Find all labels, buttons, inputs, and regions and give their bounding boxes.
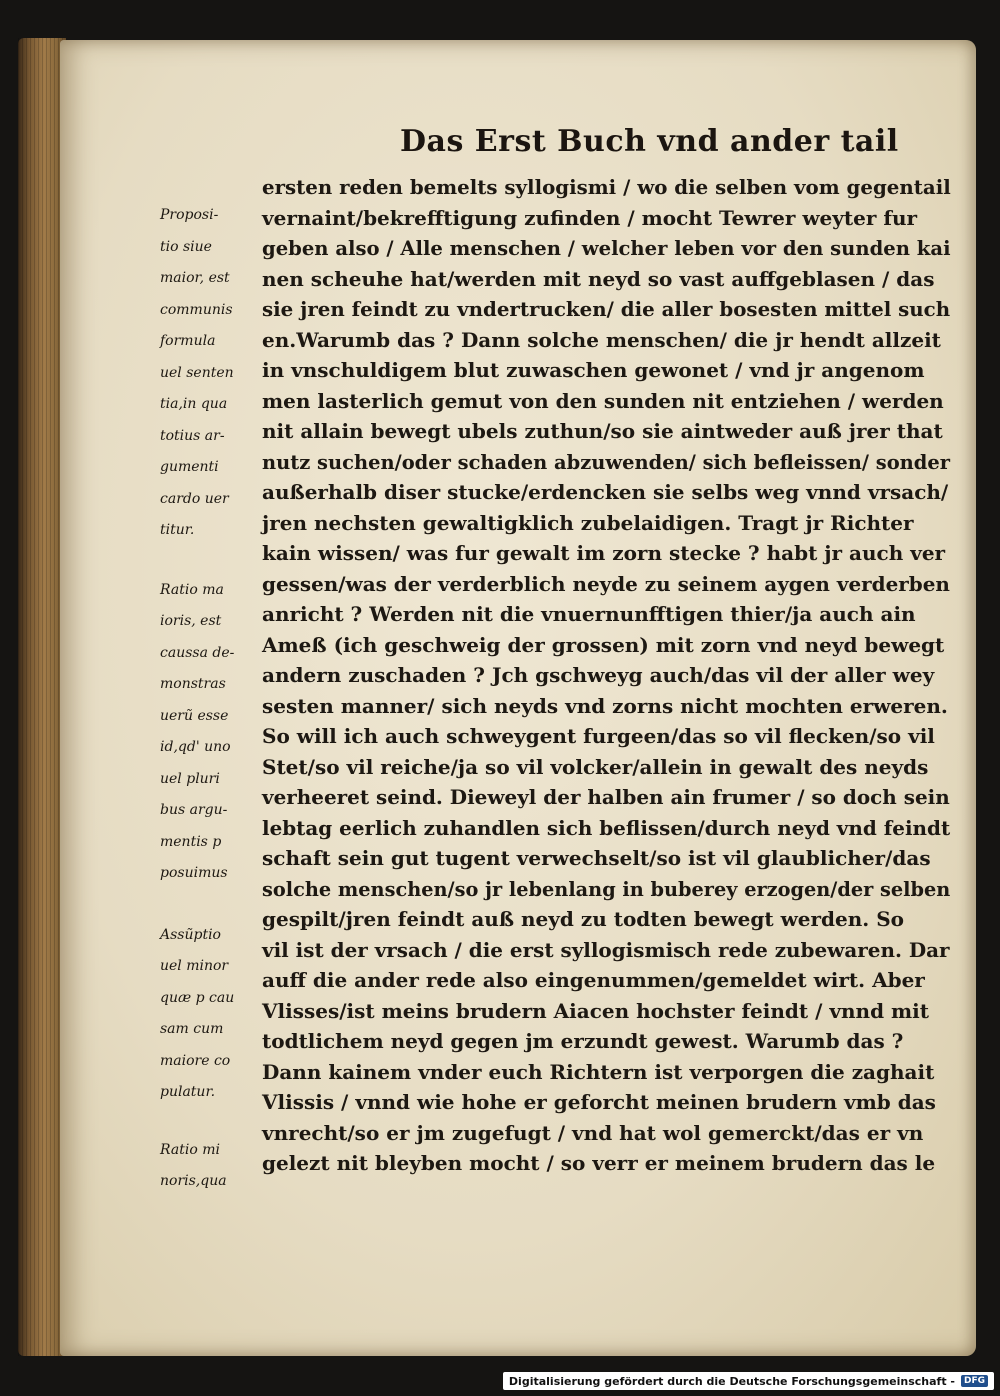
margin-note-line: pulatur.: [160, 1084, 216, 1100]
margin-note-line: sam cum: [160, 1021, 224, 1037]
text-line: verheeret seind. Dieweyl der halben ain frumer / so doch sein: [262, 785, 950, 809]
text-line: geben also / Alle menschen / welcher leben vor den sunden kai: [262, 236, 951, 260]
margin-note-line: Assũptio: [160, 926, 221, 943]
text-line: gessen/was der verderblich neyde zu seinem aygen verderben: [262, 571, 950, 596]
text-line: Vlisses/ist meins brudern Aiacen hochster feindt / vnnd mit: [262, 998, 930, 1023]
margin-note-line: Proposi-: [160, 207, 219, 223]
text-line: gelezt nit bleyben mocht / so verr er meinem brudern das le: [262, 1151, 936, 1175]
text-line: Vlissis / vnnd wie hohe er geforcht meinen brudern vmb das: [262, 1090, 936, 1114]
text-line: men lasterlich gemut von den sunden nit entziehen / werden: [262, 388, 944, 413]
margin-note-line: totius ar-: [160, 427, 225, 444]
text-line: ersten reden bemelts syllogismi / wo die selben vom gegentail: [262, 175, 951, 199]
text-line: gespilt/jren feindt auß neyd zu todten bewegt werden. So: [262, 907, 905, 931]
margin-note-line: maiore co: [160, 1052, 231, 1069]
text-line: en.Warumb das ? Dann solche menschen/ die jr hendt allzeit: [262, 327, 941, 352]
text-line: jren nechsten gewaltigklich zubelaidigen. Tragt jr Richter: [262, 510, 914, 535]
margin-note-line: quæ p cau: [160, 989, 235, 1006]
margin-note-line: Ratio ma: [160, 581, 224, 598]
text-line: Stet/so vil reiche/ja so vil volcker/allein in gewalt des neyds: [262, 754, 929, 779]
margin-note-line: ioris, est: [160, 613, 222, 629]
text-line: andern zuschaden ? Jch gschweyg auch/das vil der aller wey: [262, 663, 935, 687]
running-head: Das Erst Buch vnd ander tail: [400, 124, 899, 159]
margin-note-line: Ratio mi: [160, 1141, 220, 1158]
text-line: todtlichem neyd gegen jm erzundt gewest. Warumb das ?: [262, 1029, 904, 1053]
text-line: sie jren feindt zu vndertrucken/ die aller bosesten mittel such: [262, 297, 951, 321]
margin-note-line: communis: [160, 301, 233, 318]
text-line: nutz suchen/oder schaden abzuwenden/ sich befleissen/ sonder: [262, 449, 951, 474]
margin-note: [160, 1135, 260, 1198]
dfg-logo-icon: DFG: [961, 1375, 988, 1387]
margin-note-line: caussa de-: [160, 644, 235, 661]
margin-note-line: formula: [160, 333, 216, 349]
text-line: vil ist der vrsach / die erst syllogismisch rede zubewaren. Dar: [262, 937, 950, 962]
margin-note-line: tia,in qua: [160, 396, 228, 412]
text-line: vnrecht/so er jm zugefugt / vnd hat wol gemerckt/das er vn: [262, 1120, 924, 1145]
text-line: anricht ? Werden nit die vnuernunfftigen thier/ja auch ain: [262, 602, 916, 626]
margin-note-line: uel pluri: [160, 770, 220, 787]
footer-credit-text: Digitalisierung gefördert durch die Deutsche Forschungsgemeinschaft -: [508, 1374, 955, 1388]
margin-notes: [160, 200, 260, 1198]
text-line: nit allain bewegt ubels zuthun/so sie aintweder auß jrer that: [262, 419, 943, 443]
text-line: So will ich auch schweygent furgeen/das so vil flecken/so vil: [262, 724, 935, 748]
margin-note: [160, 920, 260, 1109]
text-line: auff die ander rede also eingenummen/gemeldet wirt. Aber: [262, 968, 925, 992]
text-line: lebtag eerlich zuhandlen sich beflissen/durch neyd vnd feindt: [262, 815, 951, 840]
text-line: solche menschen/so jr lebenlang in buberey erzogen/der selben: [262, 876, 951, 901]
text-line: kain wissen/ was fur gewalt im zorn stecke ? habt jr auch ver: [262, 541, 946, 565]
margin-note-line: titur.: [160, 522, 195, 538]
text-line: nen scheuhe hat/werden mit neyd so vast auffgeblasen / das: [262, 266, 935, 291]
text-line: Ameß (ich geschweig der grossen) mit zorn vnd neyd bewegt: [262, 632, 945, 657]
text-line: schaft sein gut tugent verwechselt/so ist vil glaublicher/das: [262, 846, 931, 870]
margin-note-line: uerũ esse: [160, 707, 229, 724]
margin-note-line: gumenti: [160, 459, 219, 475]
margin-note-line: monstras: [160, 676, 226, 692]
margin-note: [160, 575, 260, 890]
margin-note-line: noris,qua: [160, 1173, 227, 1189]
text-line: Dann kainem vnder euch Richtern ist verporgen die zaghait: [262, 1059, 935, 1084]
margin-note-line: mentis p: [160, 833, 222, 850]
margin-note-line: cardo uer: [160, 490, 229, 507]
margin-note-line: tio siue: [160, 238, 212, 255]
margin-note: [160, 200, 260, 547]
text-line: außerhalb diser stucke/erdencken sie selbs weg vnnd vrsach/: [262, 480, 949, 504]
margin-note-line: maior, est: [160, 270, 230, 286]
footer-credit: [503, 1372, 994, 1390]
margin-note-line: id,qd' uno: [160, 739, 231, 755]
body-text: [262, 172, 952, 1179]
margin-note-line: uel senten: [160, 364, 234, 381]
margin-note-line: posuimus: [160, 865, 228, 881]
text-line: sesten manner/ sich neyds vnd zorns nicht mochten erweren.: [262, 693, 948, 718]
text-line: in vnschuldigem blut zuwaschen gewonet / vnd jr angenom: [262, 358, 925, 382]
book-page-edge: [18, 38, 66, 1356]
text-line: vernaint/bekrefftigung zufinden / mocht Tewrer weyter fur: [262, 205, 918, 230]
margin-note-line: bus argu-: [160, 802, 228, 818]
margin-note-line: uel minor: [160, 958, 229, 974]
